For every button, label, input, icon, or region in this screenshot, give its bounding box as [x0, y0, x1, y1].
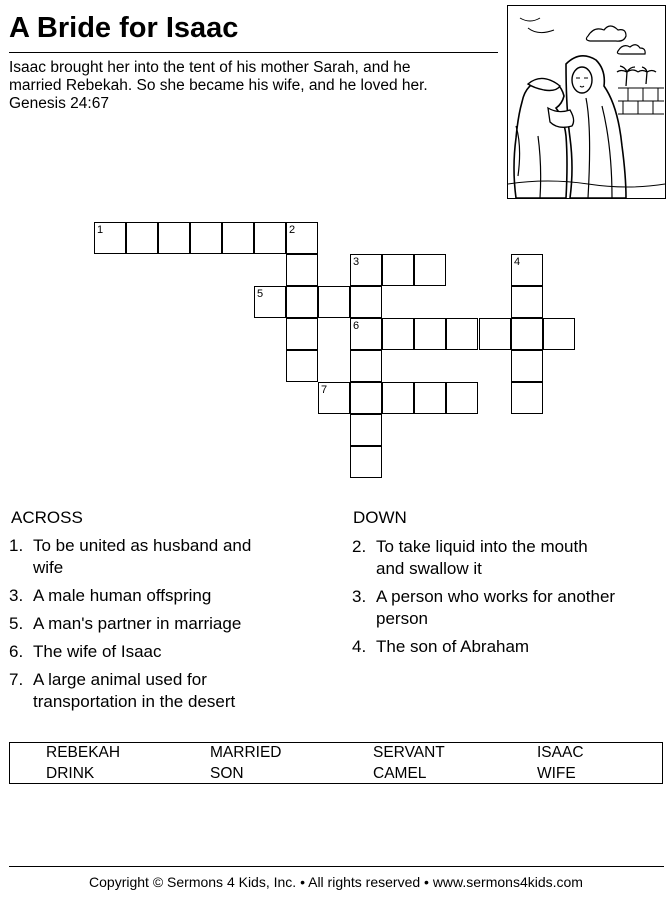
- verse-line-2: married Rebekah. So she became his wife, and he loved her.: [9, 77, 428, 94]
- clue-num: 4.: [352, 637, 367, 656]
- verse-reference: Genesis 24:67: [9, 95, 109, 112]
- across-clue: [9, 669, 329, 713]
- clue-number: 6: [353, 320, 360, 332]
- clue-text: A large animal used for: [33, 670, 207, 689]
- clue-text: and swallow it: [376, 559, 482, 578]
- clue-num: 1.: [9, 536, 24, 555]
- clue-num: 5.: [9, 614, 24, 633]
- crossword-cell[interactable]: [286, 286, 318, 318]
- verse-line-1: Isaac brought her into the tent of his mother Sarah, and he: [9, 59, 411, 76]
- clue-text: A person who works for another: [376, 587, 616, 606]
- clue-num: 3.: [352, 587, 367, 606]
- clue-num: 3.: [9, 586, 24, 605]
- clue-num: 2.: [352, 537, 367, 556]
- crossword-cell[interactable]: [511, 286, 543, 318]
- across-clue: [9, 585, 329, 607]
- crossword-cell[interactable]: [286, 222, 318, 254]
- word-bank-item: ISAAC: [537, 744, 584, 761]
- crossword-cell[interactable]: [511, 318, 543, 350]
- across-clue: [9, 535, 329, 579]
- crossword-cell[interactable]: [350, 318, 382, 350]
- crossword-cell[interactable]: [350, 446, 382, 478]
- crossword-cell[interactable]: [350, 350, 382, 382]
- word-bank-item: WIFE: [537, 765, 576, 782]
- word-bank-item: CAMEL: [373, 765, 427, 782]
- crossword-cell[interactable]: [254, 222, 286, 254]
- illustration-drawing: [508, 6, 665, 198]
- down-clue-list: [352, 536, 662, 664]
- crossword-cell[interactable]: [286, 254, 318, 286]
- clue-text: A man's partner in marriage: [33, 614, 242, 633]
- crossword-cell[interactable]: [190, 222, 222, 254]
- word-bank-item: SON: [210, 765, 244, 782]
- across-clue-list: [9, 535, 329, 719]
- clue-text: wife: [33, 558, 64, 577]
- clue-num: 7.: [9, 670, 24, 689]
- clue-number: 2: [289, 224, 296, 236]
- clue-number: 4: [514, 256, 521, 268]
- crossword-cell[interactable]: [479, 318, 511, 350]
- title-divider: [9, 52, 498, 53]
- word-bank: [9, 742, 663, 784]
- crossword-cell[interactable]: [511, 254, 543, 286]
- clue-text: To take liquid into the mouth: [376, 537, 588, 556]
- crossword-cell[interactable]: [382, 382, 414, 414]
- clue-number: 5: [257, 288, 264, 300]
- crossword-cell[interactable]: [94, 222, 126, 254]
- clue-number: 3: [353, 256, 360, 268]
- word-bank-item: SERVANT: [373, 744, 445, 761]
- crossword-cell[interactable]: [126, 222, 158, 254]
- clue-text: transportation in the desert: [33, 692, 236, 711]
- crossword-cell[interactable]: [511, 382, 543, 414]
- clue-num: 6.: [9, 642, 24, 661]
- across-heading: ACROSS: [11, 508, 83, 527]
- across-clue: [9, 613, 329, 635]
- crossword-cell[interactable]: [543, 318, 575, 350]
- crossword-cell[interactable]: [350, 254, 382, 286]
- crossword-cell[interactable]: [446, 318, 478, 350]
- clue-text: The wife of Isaac: [33, 642, 162, 661]
- crossword-cell[interactable]: [511, 350, 543, 382]
- page-title: A Bride for Isaac: [9, 12, 239, 44]
- down-clue: [352, 586, 662, 630]
- clue-text: To be united as husband and: [33, 536, 252, 555]
- crossword-cell[interactable]: [286, 350, 318, 382]
- crossword-cell[interactable]: [382, 254, 414, 286]
- crossword-cell[interactable]: [350, 286, 382, 318]
- crossword-cell[interactable]: [414, 318, 446, 350]
- word-bank-item: MARRIED: [210, 744, 282, 761]
- word-bank-item: REBEKAH: [46, 744, 121, 761]
- crossword-cell[interactable]: [414, 382, 446, 414]
- crossword-cell[interactable]: [158, 222, 190, 254]
- footer-divider: [9, 866, 664, 867]
- clue-number: 7: [321, 384, 328, 396]
- word-bank-item: DRINK: [46, 765, 95, 782]
- crossword-cell[interactable]: [222, 222, 254, 254]
- crossword-cell[interactable]: [350, 382, 382, 414]
- down-clue: [352, 636, 662, 658]
- clue-number: 1: [97, 224, 104, 236]
- down-clue: [352, 536, 662, 580]
- copyright-footer: Copyright © Sermons 4 Kids, Inc. • All rights reserved • www.sermons4kids.com: [89, 874, 583, 890]
- bible-scene-illustration: [507, 5, 666, 199]
- scripture-verse: [9, 59, 489, 113]
- down-heading: DOWN: [353, 508, 407, 527]
- clue-text: The son of Abraham: [376, 637, 530, 656]
- across-clue: [9, 641, 329, 663]
- crossword-cell[interactable]: [414, 254, 446, 286]
- crossword-cell[interactable]: [254, 286, 286, 318]
- clue-text: A male human offspring: [33, 586, 212, 605]
- crossword-cell[interactable]: [318, 382, 350, 414]
- crossword-cell[interactable]: [286, 318, 318, 350]
- crossword-cell[interactable]: [446, 382, 478, 414]
- crossword-cell[interactable]: [350, 414, 382, 446]
- crossword-cell[interactable]: [382, 318, 414, 350]
- crossword-cell[interactable]: [318, 286, 350, 318]
- clue-text: person: [376, 609, 428, 628]
